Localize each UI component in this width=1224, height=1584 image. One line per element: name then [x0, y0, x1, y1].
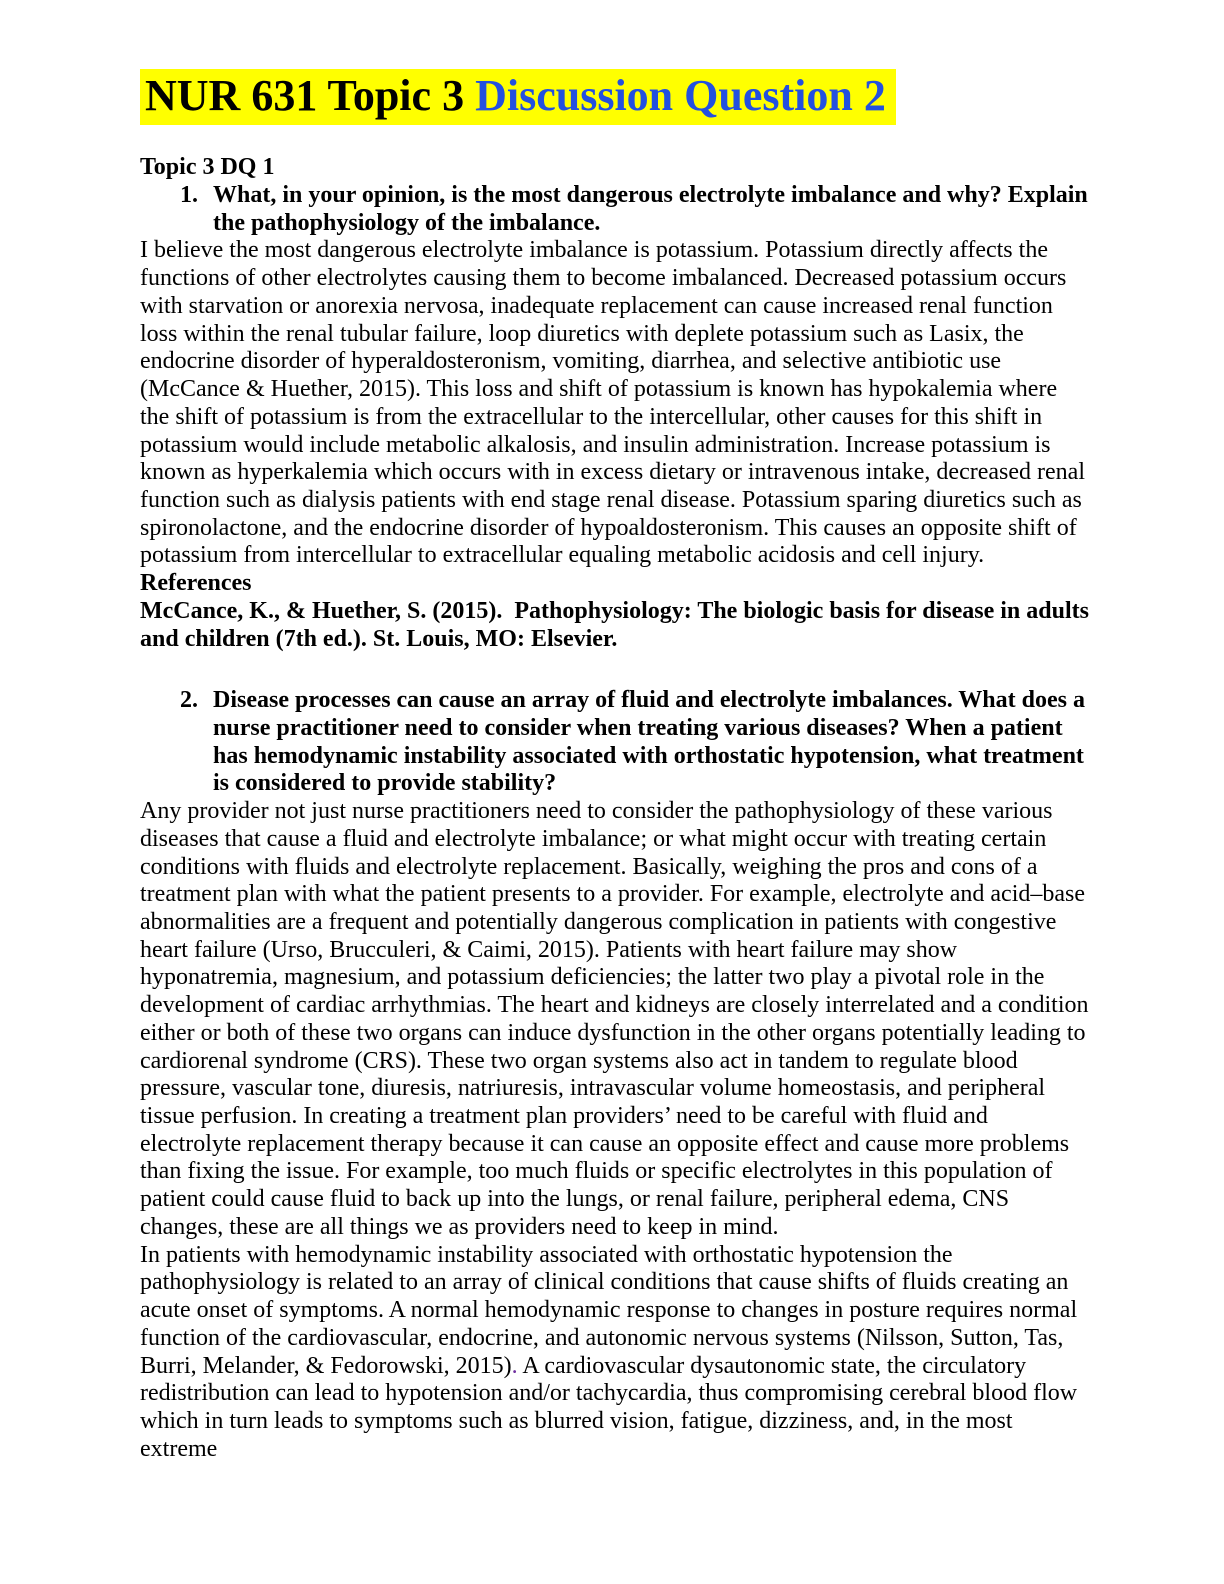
- document-title: [140, 68, 1090, 124]
- section-heading: Topic 3 DQ 1: [140, 154, 275, 181]
- question-1-text: What, in your opinion, is the most dangerous electrolyte imbalance and why? Explain the pathophysiology of the imbalance.: [213, 182, 1088, 236]
- answer-1-paragraph: I believe the most dangerous electrolyte imbalance is potassium. Potassium directly affects the functions of other electrolytes causing them to become imbalanced. Decreased potassium occurs with starvation or anorexia nervosa, inadequate replacement can cause increased renal function loss within the renal tubular failure, loop diuretics with deplete potassium such as Lasix, the endocrine disorder of hyperaldosteronism, vomiting, diarrhea, and selective antibiotic use (McCance & Huether, 2015). This loss and shift of potassium is known has hypokalemia where the shift of potassium is from the extracellular to the intercellular, other causes for this shift in potassium would include metabolic alkalosis, and insulin administration. Increase potassium is known as hyperkalemia which occurs with in excess dietary or intravenous intake, decreased renal function such as dialysis patients with end stage renal disease. Potassium sparing diuretics such as spironolactone, and the endocrine disorder of hypoaldosteronism. This causes an opposite shift of potassium from intercellular to extracellular equaling metabolic acidosis and cell injury.: [140, 237, 1085, 569]
- question-2-text: Disease processes can cause an array of fluid and electrolyte imbalances. What does a nurse practitioner need to consider when treating various diseases? When a patient has hemodynamic instability associated with orthostatic hypotension, what treatment is considered to provide stability?: [213, 687, 1085, 797]
- citation-period: .: [511, 1352, 518, 1379]
- answer-2-paragraph-1: Any provider not just nurse practitioners need to consider the pathophysiology of these various diseases that cause a fluid and electrolyte imbalance; or what might occur with treating certain conditions with fluids and electrolyte replacement. Basically, weighing the pros and cons of a treatment plan with what the patient presents to a provider. For example, electrolyte and acid–base abnormalities are a frequent and potentially dangerous complication in patients with congestive heart failure (Urso, Brucculeri, & Caimi, 2015). Patients with heart failure may show hyponatremia, magnesium, and potassium deficiencies; the latter two play a pivotal role in the development of cardiac arrhythmias. The heart and kidneys are closely interrelated and a condition either or both of these two organs can induce dysfunction in the other organs potentially leading to cardiorenal syndrome (CRS). These two organ systems also act in tandem to regulate blood pressure, vascular tone, diuresis, natriuresis, intravascular volume homeostasis, and peripheral tissue perfusion. In creating a treatment plan providers’ need to be careful with fluid and electrolyte replacement therapy because it can cause an opposite effect and cause more problems than fixing the issue. For example, too much fluids or specific electrolytes in this population of patient could cause fluid to back up into the lungs, or renal failure, peripheral edema, CNS changes, these are all things we as providers need to keep in mind.: [140, 798, 1089, 1240]
- reference-entry: McCance, K., & Huether, S. (2015). Pathophysiology: The biologic basis for disease in adults and children (7th ed.). St. Louis, MO: Elsevier.: [140, 597, 1095, 652]
- title-highlight: [140, 69, 896, 125]
- title-course-part: NUR 631 Topic 3: [145, 71, 476, 120]
- answer-2-paragraph-2-lead: In patients with hemodynamic instability associated with orthostatic hypotension the pathophysiology is related to an array of clinical conditions that cause shifts of fluids creating an acute onset of symptoms. A normal hemodynamic response to changes in posture requires normal function of the cardiovascular, endocrine, and autonomic nervous systems (Nilsson, Sutton, Tas, Burri, Melander, & Fedorowski, 2015): [140, 1241, 1078, 1379]
- question-1-number: 1.: [180, 182, 198, 209]
- answer-2-paragraph-2: [140, 1242, 1090, 1464]
- question-2: [140, 687, 1090, 798]
- title-question-part: Discussion Question 2: [475, 71, 886, 120]
- question-2-number: 2.: [180, 687, 198, 714]
- references-heading: References: [140, 570, 252, 597]
- answer-2-paragraph-2-tail: A cardiovascular dysautonomic state, the circulatory redistribution can lead to hypotension and/or tachycardia, thus compromising cerebral blood flow which in turn leads to symptoms such as blurred vision, fatigue, dizziness, and, in the most extreme: [140, 1352, 1078, 1462]
- question-1: [140, 182, 1090, 237]
